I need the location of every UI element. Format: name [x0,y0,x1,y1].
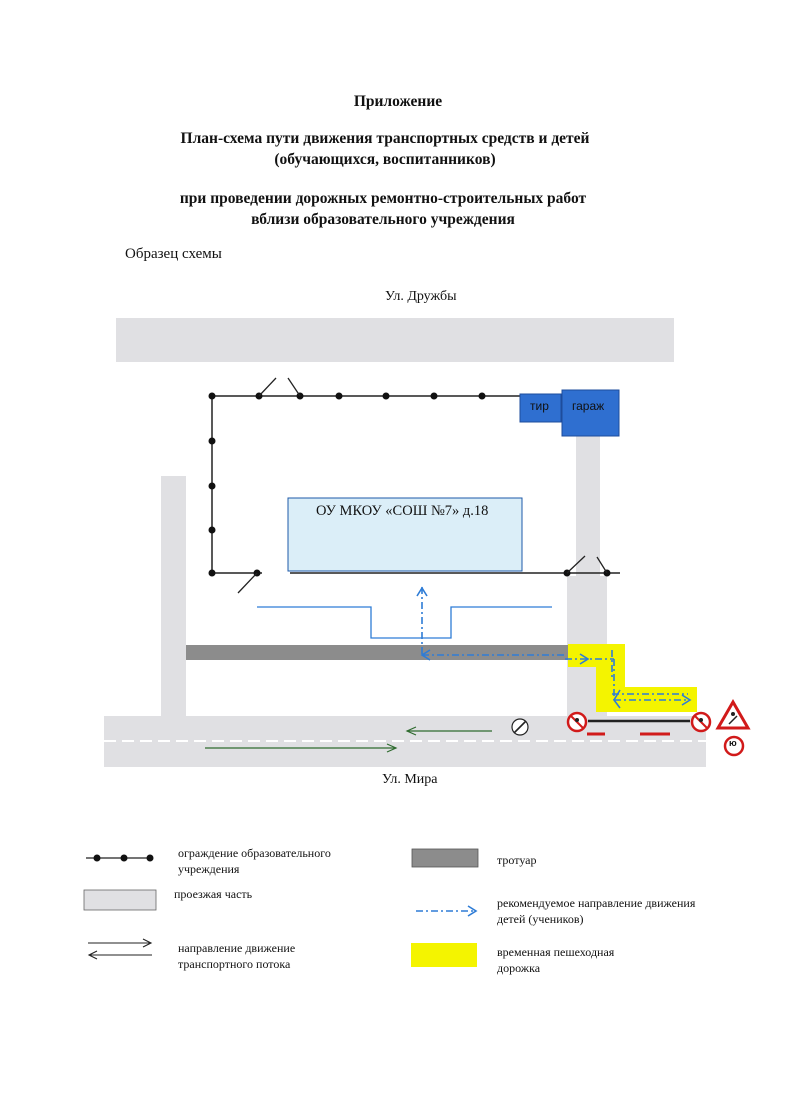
building-garage-label: гараж [572,399,605,413]
right-road-upper [576,436,600,576]
legend-sidewalk-symbol [412,849,478,867]
legend-traffic-label-2: транспортного потока [178,957,291,971]
sample-label: Образец схемы [125,246,222,262]
legend-traffic-symbol [88,939,152,959]
no-pedestrian-sign-right [692,713,710,731]
building-tir-label: тир [530,399,549,413]
legend-temp-path-symbol [411,943,477,967]
legend-kids-label-1: рекомендуемое направление движения [497,896,696,910]
building-garage [562,390,619,436]
street-bottom-label: Ул. Мира [382,772,438,787]
legend-fence-label: ограждение образовательного учреждения [178,846,331,876]
legend-kids-label-2: детей (учеников) [497,912,584,926]
legend-road-symbol [84,890,156,910]
legend-sidewalk-label: тротуар [497,853,537,867]
title-line-2: (обучающихся, воспитанников) [274,151,496,168]
no-pedestrian-sign-left [568,713,586,731]
legend-temp-label-2: дорожка [497,961,541,975]
legend-kids-route-symbol [416,906,476,916]
title-line-1: План-схема пути движения транспортных средств и детей [180,130,590,147]
road-works-warning-sign [718,702,748,728]
speed-sign-label: ю [729,738,737,748]
street-top-label: Ул. Дружбы [385,289,457,304]
kids-route [422,587,690,700]
legend-fence-symbol [86,855,154,862]
street-top-road [116,318,674,362]
subtitle-line-1: при проведении дорожных ремонтно-строительных работ [179,190,587,207]
subtitle-line-2: вблизи образовательного учреждения [251,211,515,228]
left-road [161,476,186,718]
legend-road-label: проезжая часть [174,887,253,901]
driveway-outline [257,607,552,638]
no-entry-sign [512,719,528,735]
legend-traffic-label-1: направление движение [178,941,296,955]
legend-temp-label-1: временная пешеходная [497,945,615,959]
sidewalk [186,645,569,660]
school-label: ОУ МКОУ «СОШ №7» д.18 [316,503,489,519]
appendix-heading: Приложение [353,93,443,110]
